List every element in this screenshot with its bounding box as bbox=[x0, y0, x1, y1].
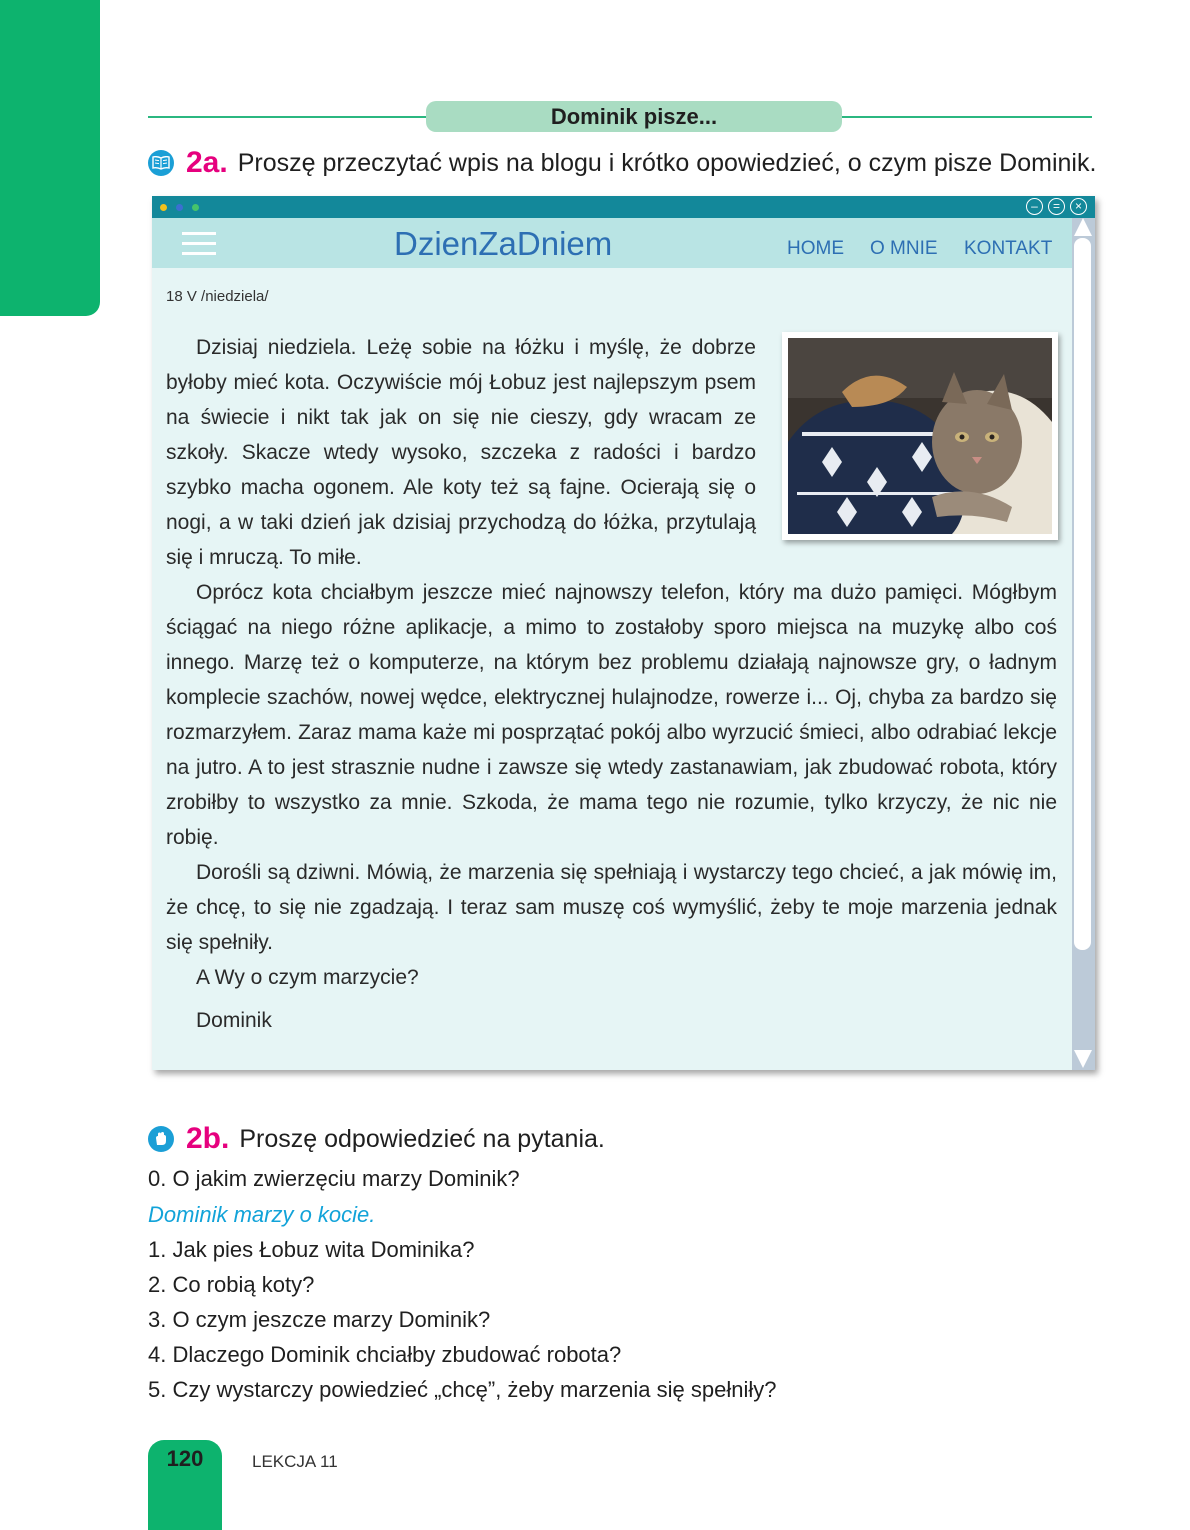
window-dot-yellow bbox=[160, 204, 167, 211]
scroll-down-arrow-icon[interactable] bbox=[1074, 1050, 1092, 1068]
cats-photo bbox=[782, 332, 1058, 540]
scrollbar[interactable] bbox=[1072, 218, 1095, 1070]
nav-home[interactable]: HOME bbox=[787, 238, 844, 259]
page-number: 120 bbox=[166, 1446, 204, 1471]
lesson-label: LEKCJA 11 bbox=[252, 1452, 338, 1471]
minimize-icon[interactable]: – bbox=[1026, 198, 1043, 215]
nav-about[interactable]: O MNIE bbox=[870, 238, 938, 259]
maximize-icon[interactable]: = bbox=[1048, 198, 1065, 215]
section-title: Dominik pisze... bbox=[426, 101, 842, 132]
section-line-left bbox=[148, 116, 428, 118]
question-3: 3. O czym jeszcze marzy Dominik? bbox=[148, 1307, 491, 1332]
window-dot-green bbox=[192, 204, 199, 211]
nav-contact[interactable]: KONTAKT bbox=[964, 238, 1053, 259]
browser-titlebar bbox=[152, 196, 1095, 218]
blog-paragraph-1: Dzisiaj niedziela. Leżę sobie na łóżku i myślę, że dobrze byłoby mieć kota. Oczywiście mój Łobuz jest najlepszym psem na świecie i nikt tak jak on się nie cieszy, gdy wracam ze szkoły. Skacze wtedy wysoko, szczeka z radości i bardzo szybko macha ogonem. Ale koty też są fajne. Ocierają się o nogi, a w taki dzień jak dzisiaj przychodzą do łóżka, przytulają się i mruczą. To miłe. bbox=[166, 336, 756, 569]
task-2a-number: 2a. bbox=[186, 146, 228, 179]
question-2: 2. Co robią koty? bbox=[148, 1272, 315, 1297]
blog-closing-question: A Wy o czym marzycie? bbox=[196, 966, 419, 989]
blog-signature: Dominik bbox=[196, 1009, 272, 1032]
example-question: 0. O jakim zwierzęciu marzy Dominik? bbox=[148, 1166, 520, 1191]
blog-title[interactable]: DzienZaDniem bbox=[394, 225, 613, 262]
task-2b-heading bbox=[148, 1119, 605, 1159]
question-5: 5. Czy wystarczy powiedzieć „chcę”, żeby marzenia się spełniły? bbox=[148, 1377, 777, 1402]
book-icon bbox=[148, 150, 174, 176]
scroll-up-arrow-icon[interactable] bbox=[1074, 218, 1092, 236]
question-1: 1. Jak pies Łobuz wita Dominika? bbox=[148, 1237, 475, 1262]
side-color-tab bbox=[0, 0, 100, 316]
section-line-right bbox=[842, 116, 1092, 118]
task-2b-number: 2b. bbox=[186, 1122, 230, 1155]
blog-browser-window bbox=[152, 196, 1095, 1070]
blog-navbar bbox=[152, 218, 1072, 268]
window-dot-blue bbox=[176, 204, 183, 211]
close-icon[interactable]: × bbox=[1070, 198, 1087, 215]
menu-icon[interactable] bbox=[182, 232, 216, 262]
scroll-thumb[interactable] bbox=[1074, 238, 1091, 950]
question-4: 4. Dlaczego Dominik chciałby zbudować robota? bbox=[148, 1342, 622, 1367]
example-answer: Dominik marzy o kocie. bbox=[148, 1202, 376, 1227]
task-2b-instruction: Proszę odpowiedzieć na pytania. bbox=[239, 1124, 605, 1153]
task-2a-heading bbox=[148, 143, 1096, 183]
blog-paragraph-2: Oprócz kota chciałbym jeszcze mieć najnowszy telefon, który ma dużo pamięci. Mógłbym ściągać na niego różne aplikacje, a mimo to zostałoby sporo miejsca na muzykę albo coś innego. Marzę też o komputerze, na którym bez problemu działają najnowsze gry, o ładnym komplecie szachów, nowej wędce, elektrycznej hulajnodze, rowerze i... Oj, chyba za bardzo się rozmarzyłem. Zaraz mama każe mi posprzątać pokój albo wyrzucić śmieci, albo odrabiać lekcje na jutro. A to jest strasznie nudne i zawsze się wtedy zastanawiam, jak zbudować robota, który zrobiłby to wszystko za mnie. Szkoda, że mama tego nie rozumie, tylko krzyczy, że nic nie robię. bbox=[166, 581, 1057, 849]
blog-paragraph-3: Dorośli są dziwni. Mówią, że marzenia się spełniają i wystarczy tego chcieć, a jak mówię im, że chcę, to się nie zgadzają. I teraz sam muszę coś wymyślić, żeby te moje marzenia jednak się spełniły. bbox=[166, 861, 1057, 954]
post-date: 18 V /niedziela/ bbox=[166, 288, 269, 305]
hand-icon bbox=[148, 1126, 174, 1152]
task-2a-instruction: Proszę przeczytać wpis na blogu i krótko opowiedzieć, o czym pisze Dominik. bbox=[237, 148, 1097, 177]
